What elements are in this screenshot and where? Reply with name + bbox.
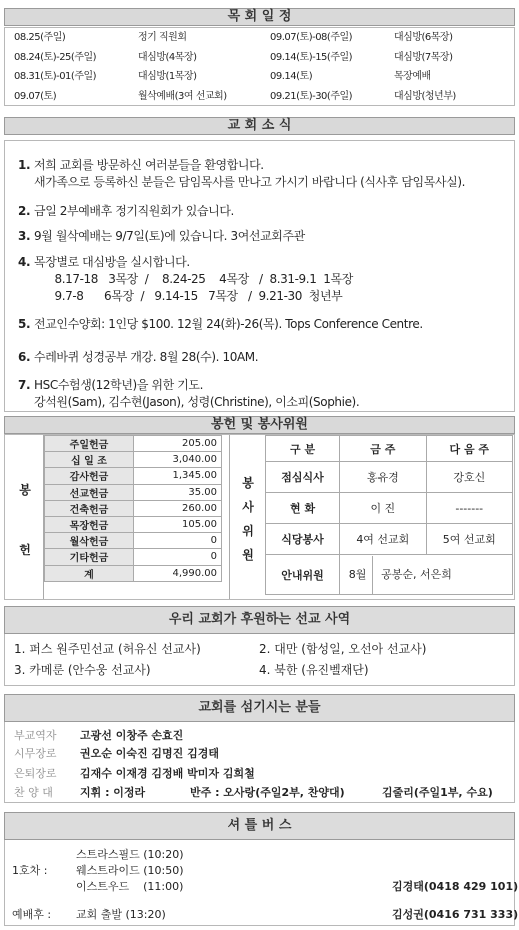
usher-month: 8월 [343, 556, 373, 594]
offering-label: 선교헌금 [45, 484, 134, 500]
news-item [18, 254, 353, 305]
news-number: 1. [18, 158, 31, 172]
service-next: 5여 선교회 [426, 524, 512, 555]
shuttle-return-info: 교회 출발 (13:20) [76, 908, 166, 921]
service-next: 강호신 [426, 462, 512, 493]
offering-side-char-1: 봉 [19, 483, 31, 497]
schedule-row [14, 28, 514, 48]
shuttle-header: 셔 틀 버 스 [4, 812, 515, 840]
shuttle-return-label: 예배후 : [12, 908, 52, 921]
shuttle-stop-1: 스트라스필드 (10:20) [76, 848, 184, 861]
usher-cell [340, 555, 513, 595]
service-side-char: 원 [242, 548, 254, 562]
choir-conductor: 지휘 : 이정라 [80, 786, 146, 799]
news-content [34, 228, 305, 245]
news-line: 강석원(Sam), 김수현(Jason), 성령(Christine), 이소피(Sophie). [34, 395, 360, 409]
usher-names: 공봉순, 서은희 [381, 567, 452, 581]
offering-label: 건축헌금 [45, 500, 134, 516]
offering-amount: 0 [134, 549, 222, 565]
pastor-role-2: 시무장로 [14, 747, 57, 760]
offering-row [45, 565, 222, 581]
offering-amount: 3,040.00 [134, 452, 222, 468]
mission-item-3: 3. 카메룬 (안수웅 선교사) [14, 663, 151, 677]
offering-amount: 105.00 [134, 516, 222, 532]
pastor-role-1: 부교역자 [14, 729, 57, 742]
choir-accompanist: 반주 : 오사랑(주일2부, 찬양대) [190, 786, 345, 799]
schedule-date: 09.14(토)-15(주일) [270, 51, 353, 63]
news-content [34, 377, 359, 411]
offering-row [45, 452, 222, 468]
schedule-event: 대심방(1목장) [138, 71, 197, 82]
service-side-char: 사 [242, 500, 254, 514]
offering-table [44, 435, 222, 582]
schedule-date: 08.31(토)-01(주일) [14, 71, 97, 82]
news-line: 9.7-8 6목장 / 9.14-15 7목장 / 9.21-30 청년부 [34, 289, 343, 303]
service-header-row [266, 436, 513, 462]
news-item [18, 228, 305, 245]
news-content [34, 316, 423, 333]
offering-amount: 260.00 [134, 500, 222, 516]
news-content [34, 349, 258, 366]
schedule-event: 목장예배 [394, 71, 431, 82]
offering-amount: 1,345.00 [134, 468, 222, 484]
news-item [18, 316, 423, 333]
news-content [34, 157, 465, 191]
schedule-event: 정기 직원회 [138, 32, 187, 43]
choir-role: 찬 양 대 [14, 786, 53, 799]
offering-amount: 205.00 [134, 436, 222, 452]
schedule-date: 09.07(토) [14, 90, 57, 102]
news-item [18, 377, 359, 411]
schedule-row [14, 87, 514, 107]
offering-row [45, 436, 222, 452]
offering-label: 목장헌금 [45, 516, 134, 532]
service-this: 이 진 [340, 493, 426, 524]
offering-header: 봉헌 및 봉사위원 [4, 416, 515, 434]
news-number: 7. [18, 378, 31, 392]
news-line: 9월 월삭예배는 9/7일(토)에 있습니다. 3여선교회주관 [34, 229, 305, 243]
news-line: 전교인수양회: 1인당 $100. 12월 24(화)-26(목). Tops Conference Centre. [34, 317, 423, 331]
offering-label: 감사헌금 [45, 468, 134, 484]
schedule-event: 대심방(7목장) [394, 51, 453, 63]
service-row [266, 462, 513, 493]
schedule-row [14, 67, 514, 87]
schedule-date: 08.25(주일) [14, 32, 66, 43]
schedule-date: 08.24(토)-25(주일) [14, 51, 97, 63]
mission-item-2: 2. 대만 (함성일, 오선아 선교사) [259, 642, 427, 656]
usher-label: 안내위원 [266, 555, 340, 595]
pastors-header: 교회를 섬기시는 분들 [4, 694, 515, 722]
shuttle-driver-2: 김성권(0416 731 333) [392, 908, 519, 921]
offering-side-char-2: 헌 [19, 543, 31, 557]
service-side-char: 위 [242, 524, 254, 538]
service-next: ------- [426, 493, 512, 524]
pastor-names-3: 김재수 이재경 김정배 박미자 김희철 [80, 767, 255, 780]
offering-side-label [6, 435, 44, 599]
schedule-event: 대심방(4목장) [138, 51, 197, 63]
news-number: 4. [18, 255, 31, 269]
news-number: 6. [18, 350, 31, 364]
offering-row [45, 533, 222, 549]
offering-amount: 0 [134, 533, 222, 549]
offering-label: 계 [45, 565, 134, 581]
pastor-names-2: 권오순 이숙진 김명진 김경태 [80, 747, 219, 760]
schedule-list [14, 28, 514, 106]
service-label: 점심식사 [266, 462, 340, 493]
choir-accompanist-2: 김줄리(주일1부, 수요) [382, 786, 493, 799]
offering-row [45, 484, 222, 500]
service-usher-row [266, 555, 513, 595]
schedule-event: 대심방(청년부) [394, 90, 456, 102]
service-side-char: 봉 [242, 476, 254, 490]
service-this: 4여 선교회 [340, 524, 426, 555]
offering-row [45, 500, 222, 516]
pastor-names-1: 고광선 이창주 손효진 [80, 729, 184, 742]
news-item [18, 157, 465, 191]
shuttle-stop-2: 웨스트라이드 (10:50) [76, 864, 184, 877]
news-number: 3. [18, 229, 31, 243]
news-content [34, 254, 353, 305]
shuttle-driver-1: 김경태(0418 429 101) [392, 880, 519, 893]
news-number: 2. [18, 204, 31, 218]
offering-label: 주일헌금 [45, 436, 134, 452]
service-side-label [229, 435, 265, 599]
service-label: 현 화 [266, 493, 340, 524]
news-content [34, 203, 234, 220]
service-row [266, 524, 513, 555]
service-side-chars [230, 471, 266, 567]
offering-row [45, 468, 222, 484]
news-header: 교 회 소 식 [4, 117, 515, 135]
offering-row [45, 516, 222, 532]
news-line: 새가족으로 등록하신 분들은 담임목사를 만나고 가시기 바랍니다 (식사후 담임목사실). [34, 175, 466, 189]
schedule-event: 대심방(6목장) [394, 32, 453, 43]
offering-row [45, 549, 222, 565]
offering-amount: 4,990.00 [134, 565, 222, 581]
schedule-date: 09.07(토)-08(주일) [270, 32, 353, 43]
service-table [265, 435, 513, 595]
mission-item-1: 1. 퍼스 원주민선교 (허유신 선교사) [14, 642, 201, 656]
offering-label: 월삭헌금 [45, 533, 134, 549]
news-number: 5. [18, 317, 31, 331]
news-line: 금일 2부예배후 정기직원회가 있습니다. [34, 204, 234, 218]
service-header-cell: 구 분 [266, 436, 340, 462]
service-this: 홍유경 [340, 462, 426, 493]
news-line: 수레바퀴 성경공부 개강. 8월 28(수). 10AM. [34, 350, 259, 364]
service-header-cell: 다 음 주 [426, 436, 512, 462]
schedule-header: 목 회 일 정 [4, 8, 515, 26]
offering-label: 기타헌금 [45, 549, 134, 565]
news-line: HSC수험생(12학년)을 위한 기도. [34, 378, 204, 392]
offering-label: 십 일 조 [45, 452, 134, 468]
mission-item-4: 4. 북한 (유진벨재단) [259, 663, 369, 677]
shuttle-stop-3: 이스트우드 (11:00) [76, 880, 184, 893]
schedule-row [14, 48, 514, 68]
schedule-event: 월삭예배(3여 선교회) [138, 90, 227, 102]
service-row [266, 493, 513, 524]
news-line: 8.17-18 3목장 / 8.24-25 4목장 / 8.31-9.1 1목장 [34, 272, 353, 286]
news-item [18, 203, 234, 220]
offering-amount: 35.00 [134, 484, 222, 500]
news-line: 목장별로 대심방을 실시합니다. [34, 255, 190, 269]
news-item [18, 349, 258, 366]
service-label: 식당봉사 [266, 524, 340, 555]
news-line: 저희 교회를 방문하신 여러분들을 환영합니다. [34, 158, 264, 172]
pastor-role-3: 은퇴장로 [14, 767, 57, 780]
schedule-date: 09.21(토)-30(주일) [270, 90, 353, 102]
schedule-date: 09.14(토) [270, 71, 313, 82]
shuttle-route-label: 1호차 : [12, 864, 48, 877]
service-header-cell: 금 주 [340, 436, 426, 462]
mission-header: 우리 교회가 후원하는 선교 사역 [4, 606, 515, 634]
